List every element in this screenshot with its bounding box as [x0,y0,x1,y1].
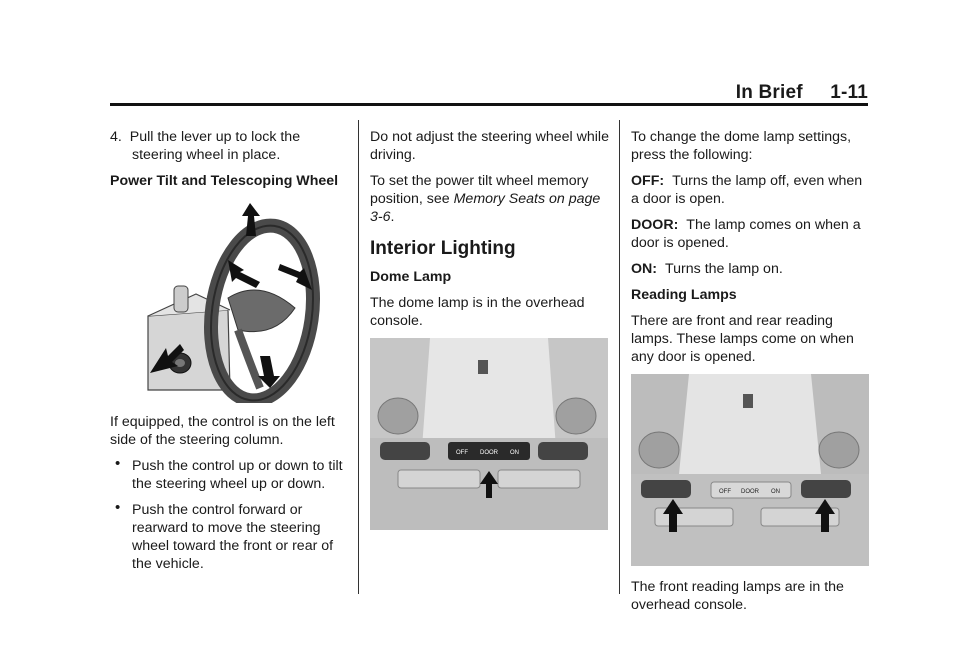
reading-lamps-subheading: Reading Lamps [631,287,737,303]
reading-door-label: DOOR [741,489,759,495]
front-reading-lamps-text: The front reading lamps are in the overhead console. [631,579,844,613]
reading-on-label: ON [771,489,780,495]
setting-door: DOOR: The lamp comes on when a door is opened. [631,217,861,251]
power-tilt-subheading: Power Tilt and Telescoping Wheel [110,173,339,189]
setting-on: ON: Turns the lamp on. [631,261,783,277]
bullet-item: • Push the control forward or rearward to move the steering wheel toward the front or rear of the vehicle. [115,499,334,572]
header-rule [110,103,868,106]
page-header [110,82,868,104]
driving-warning-text: Do not adjust the steering wheel while driving. [370,129,609,163]
reading-lamps-photo [631,374,869,566]
column-1 [110,128,348,581]
column-divider-1 [358,120,359,594]
dome-off-label: OFF [456,450,468,456]
control-location-text: If equipped, the control is on the left side of the steering column. [110,414,335,448]
dome-on-label: ON [510,450,519,456]
reading-lamps-text: There are front and rear reading lamps. These lamps come on when any door is opened. [631,313,854,365]
dome-door-label: DOOR [480,450,498,456]
column-2 [370,128,610,542]
memory-seats-link[interactable]: Memory Seats on page 3-6 [370,191,601,225]
setting-off: OFF: Turns the lamp off, even when a door is open. [631,173,863,207]
bullet-icon: • [115,455,121,472]
header-section-title: In Brief 1-11 [735,82,868,103]
step-4: 4. Pull the lever up to lock the steering wheel in place. [110,129,301,163]
dome-lamp-photo [370,338,608,530]
bullet-item: • Push the control up or down to tilt the steering wheel up or down. [115,455,343,492]
reading-off-label: OFF [719,489,731,495]
dome-lamp-subheading: Dome Lamp [370,269,452,285]
column-3 [631,128,871,622]
steering-wheel-figure [110,198,348,403]
interior-lighting-heading: Interior Lighting [370,238,516,259]
memory-position-text: To set the power tilt wheel memory position, see Memory Seats on page 3-6. [370,173,601,225]
dome-settings-intro: To change the dome lamp settings, press the following: [631,129,852,163]
bullet-icon: • [115,499,121,516]
dome-lamp-text: The dome lamp is in the overhead console. [370,295,585,329]
column-divider-2 [619,120,620,594]
